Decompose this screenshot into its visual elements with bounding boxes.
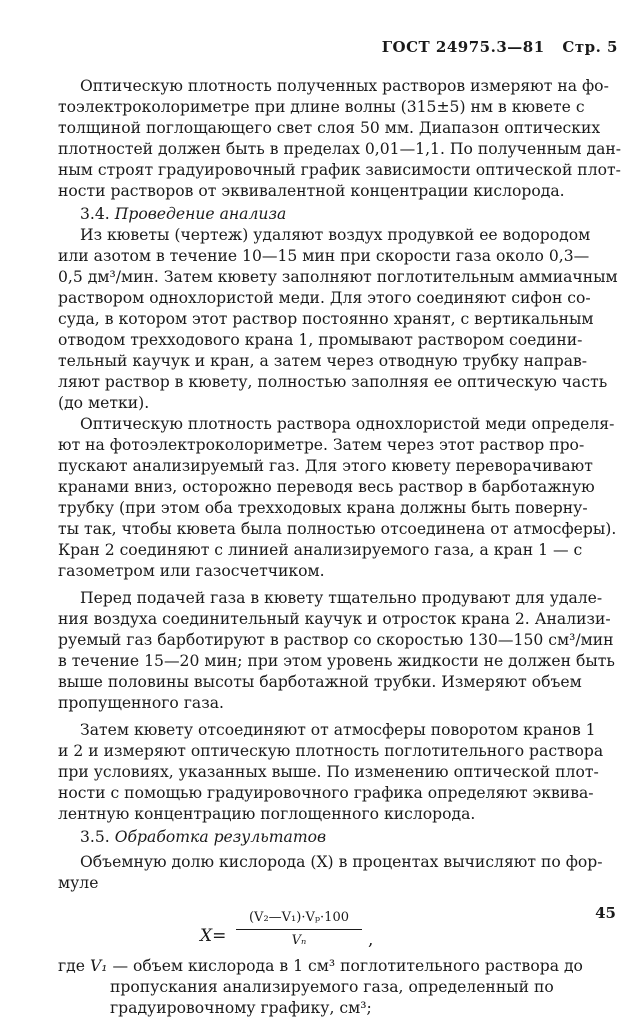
text-line: раствором однохлористой меди. Для этого соединяют сифон со- — [58, 289, 591, 307]
text-line: Оптическую плотность раствора однохлористой меди определя- — [80, 415, 615, 433]
standard-number: ГОСТ 24975.3—81 — [381, 38, 545, 56]
section-title: Обработка результатов — [114, 828, 327, 846]
text-line: или азотом в течение 10—15 мин при скорости газа около 0,3— — [58, 247, 590, 265]
text-line: в течение 15—20 мин; при этом уровень жидкости не должен быть — [58, 652, 615, 670]
text-line: плотностей должен быть в пределах 0,01—1,1. По полученным дан- — [58, 140, 622, 158]
text-line: трубку (при этом оба трехходовых крана должны быть поверну- — [58, 499, 588, 517]
text-line: Перед подачей газа в кювету тщательно продувают для удале- — [80, 589, 603, 607]
formula-comma: , — [368, 930, 374, 950]
text-line: тоэлектроколориметре при длине волны (315±5) нм в кювете с — [58, 98, 585, 116]
text-line: суда, в котором этот раствор постоянно хранят, с вертикальным — [58, 310, 594, 328]
text-line: руемый газ барботируют в раствор со скоростью 130—150 см³/мин — [58, 631, 614, 649]
text-line: ты так, чтобы кювета была полностью отсоединена от атмосферы). — [58, 520, 617, 538]
section-heading — [80, 827, 586, 848]
text-line: 0,5 дм³/мин. Затем кювету заполняют поглотительным аммиачным — [58, 268, 618, 286]
text-line: муле — [58, 874, 99, 892]
text-line: толщиной поглощающего свет слоя 50 мм. Диапазон оптических — [58, 119, 601, 137]
text-line: пускают анализируемый газ. Для этого кювету переворачивают — [58, 457, 593, 475]
formula-fraction — [236, 910, 362, 948]
text-line: ности с помощью градуировочного графика определяют эквива- — [58, 784, 594, 802]
text-line: ляют раствор в кювету, полностью заполняя ее оптическую часть — [58, 373, 608, 391]
page-number: 45 — [595, 904, 616, 922]
text-line: ют на фотоэлектроколориметре. Затем через этот раствор про- — [58, 436, 585, 454]
formula-denominator: Vₙ — [291, 933, 307, 948]
where-clause — [58, 956, 583, 1019]
formula-numerator: (V₂—V₁)·Vₚ·100 — [248, 910, 349, 925]
text-line: выше половины высоты барботажной трубки. Измеряют объем — [58, 673, 582, 691]
text-line: ным строят градуировочный график зависимости оптической плот- — [58, 161, 621, 179]
where-symbol: V₁ — [89, 957, 113, 975]
text-line: Из кюветы (чертеж) удаляют воздух продувкой ее водородом — [80, 226, 591, 244]
text-line: и 2 и измеряют оптическую плотность поглотительного раствора — [58, 742, 604, 760]
where-line: градуировочному графику, см³; — [110, 999, 372, 1017]
where-line: пропускания анализируемого газа, определенный по — [110, 978, 554, 996]
formula-lhs: X= — [200, 926, 227, 946]
section-number: 3.5. — [80, 828, 110, 846]
text-line: отводом трехходового крана 1, промывают раствором соедини- — [58, 331, 583, 349]
text-line: пропущенного газа. — [58, 694, 224, 712]
section-number: 3.4. — [80, 205, 110, 223]
text-line: Объемную долю кислорода (X) в процентах вычисляют по фор- — [80, 853, 603, 871]
section-heading — [80, 204, 586, 225]
page-label: Стр. 5 — [562, 38, 618, 56]
text-line: Кран 2 соединяют с линией анализируемого газа, а кран 1 — с — [58, 541, 583, 559]
text-line: газометром или газосчетчиком. — [58, 562, 325, 580]
text-line: ности растворов от эквивалентной концентрации кислорода. — [58, 182, 565, 200]
text-line: ния воздуха соединительный каучук и отросток крана 2. Анализи- — [58, 610, 611, 628]
text-line: (до метки). — [58, 394, 150, 412]
text-line: при условиях, указанных выше. По изменению оптической плот- — [58, 763, 599, 781]
page-header — [382, 38, 618, 56]
where-line: — объем кислорода в 1 см³ поглотительного раствора до — [112, 957, 583, 975]
text-line: Оптическую плотность полученных растворов измеряют на фо- — [80, 77, 609, 95]
text-line: тельный каучук и кран, а затем через отводную трубку направ- — [58, 352, 588, 370]
text-line: лентную концентрацию поглощенного кислорода. — [58, 805, 476, 823]
text-line: Затем кювету отсоединяют от атмосферы поворотом кранов 1 — [80, 721, 596, 739]
text-line: кранами вниз, осторожно переводя весь раствор в барботажную — [58, 478, 595, 496]
section-title: Проведение анализа — [114, 205, 287, 223]
where-prefix: где — [58, 957, 90, 975]
fraction-bar — [236, 929, 362, 930]
